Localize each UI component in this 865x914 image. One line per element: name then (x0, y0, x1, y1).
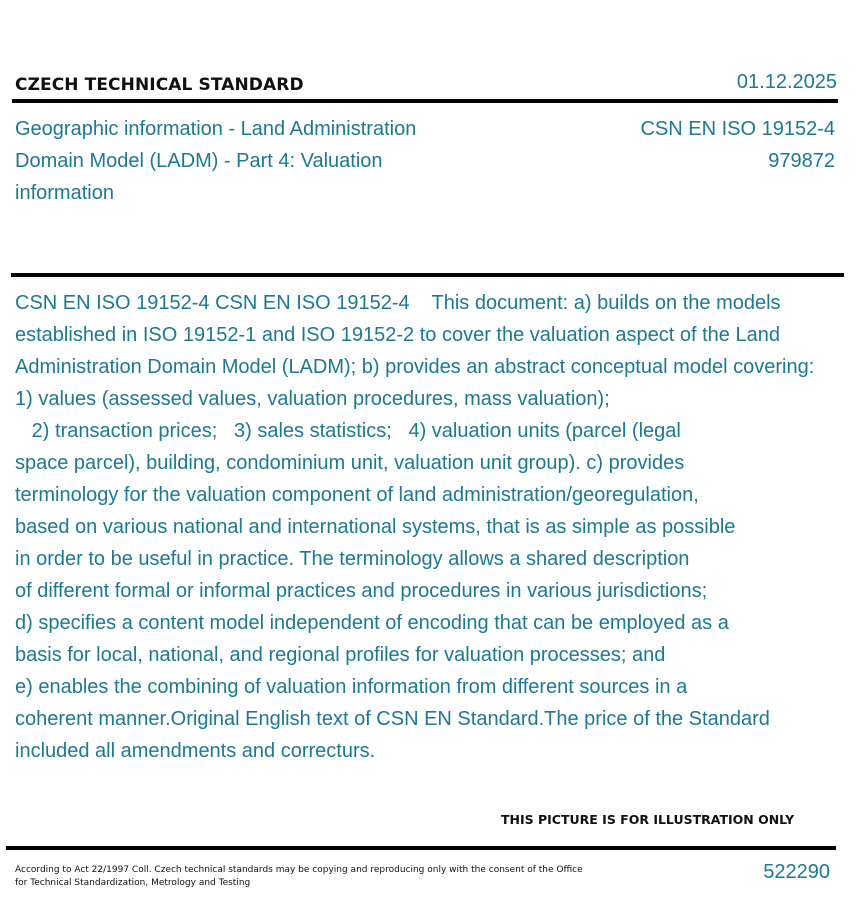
document-identifiers (640, 113, 835, 177)
standard-type-label: CZECH TECHNICAL STANDARD (15, 75, 304, 95)
document-title: Geographic information - Land Administration Domain Model (LADM) - Part 4: Valuation information (15, 118, 417, 204)
standard-code: CSN EN ISO 19152-4 (640, 118, 835, 140)
catalog-number: 979872 (768, 150, 835, 172)
document-abstract: CSN EN ISO 19152-4 CSN EN ISO 19152-4 This document: a) builds on the models established in ISO 19152-1 and ISO 19152-2 to cover the valuation aspect of the Land Administration Domain Model (LADM); b) provides an abstract conceptual model covering: 1) values (assessed values, valuation procedures, mass valuation); 2) transaction prices; 3) sales statistics; 4) valuation units (parcel (legal space parcel), building, condominium unit, valuation unit group). c) provides terminology for the valuation component of land administration/georegulation, based on various national and international systems, that is as simple as possible in order to be useful in practice. The terminology allows a shared description of different formal or informal practices and procedures in various jurisdictions; d) specifies a content model independent of encoding that can be employed as a basis for local, national, and regional profiles for valuation processes; and e) enables the combining of valuation information from different sources in a coherent manner.Original English text of CSN EN Standard.The price of the Standard included all amendments and correcturs. (15, 292, 815, 762)
footer-code: 522290 (763, 861, 830, 883)
header-divider (12, 99, 838, 103)
publication-date: 01.12.2025 (736, 71, 837, 93)
footer-divider (6, 846, 836, 850)
legal-notice: According to Act 22/1997 Coll. Czech technical standards may be copying and reproducing only with the consent of the Office for Technical Standardization, Metrology and Testing (15, 865, 583, 888)
title-divider (11, 273, 844, 277)
illustration-notice: THIS PICTURE IS FOR ILLUSTRATION ONLY (501, 812, 795, 827)
